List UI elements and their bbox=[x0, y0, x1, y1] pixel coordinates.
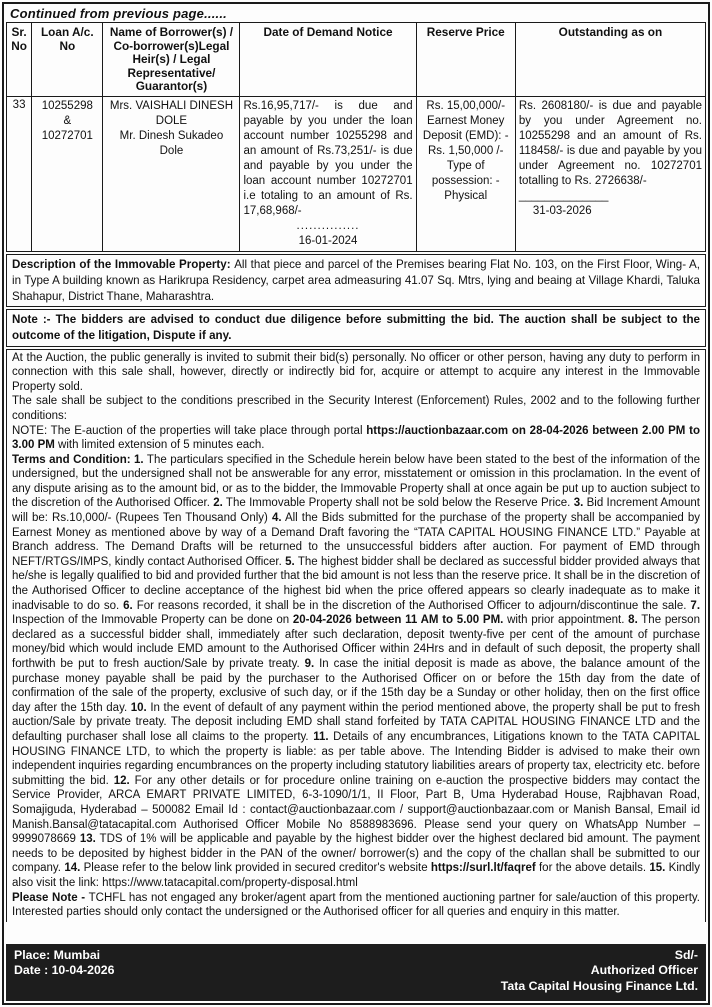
property-description-paragraph bbox=[6, 254, 706, 307]
column-header-sr-no: Sr. No bbox=[7, 23, 32, 97]
sale-conditions-paragraph: The sale shall be subject to the conditions prescribed in the Security Interest (Enforcement) Rules, 2002 and to the following further conditions: bbox=[12, 395, 700, 422]
text-segment: Inspection of the Immovable Property can be done on bbox=[12, 614, 293, 627]
table-row bbox=[7, 96, 706, 251]
column-header-reserve-price: Reserve Price bbox=[416, 23, 515, 97]
continued-from-header: Continued from previous page...... bbox=[10, 6, 227, 21]
text-segment: NOTE: The E-auction of the properties will take place through portal bbox=[12, 424, 367, 437]
text-segment: https://surl.lt/faqref bbox=[430, 862, 536, 875]
text-segment: 12. bbox=[113, 774, 130, 787]
signature-officer: Authorized Officer bbox=[590, 963, 698, 978]
signature-sd: Sd/- bbox=[674, 947, 698, 962]
text-line: 10272701 bbox=[41, 129, 93, 142]
footer-bar bbox=[6, 944, 706, 1001]
text-segment: Kindly also visit the link: https://www.tatacapital.com/property-disposal.html bbox=[12, 862, 700, 889]
text-segment: TDS of 1% will be applicable and payable by the highest bidder over the highest declared bid amount. The payment needs to be deposited by highest bidder in the PAN of the owner/ borrower(s) and the copy of the challan shall be submitted to our company. bbox=[12, 833, 701, 875]
loan-ac-cell bbox=[32, 96, 103, 251]
text-segment: The particulars specified in the Schedule herein below have been stated to the best of the information of the undersigned, but the undersigned shall not be answerable for any error, misstatement or omission in this proclamation. In the event of any dispute arising as to the amount bid, or as to the bidder, the Immovable Property shall at once again be put up to auction subject to the discretion of the Authorised Officer. bbox=[12, 453, 700, 510]
text-segment: In case the initial deposit is made as above, the balance amount of the purchase money payable shall be paid by the purchaser to the Authorised Officer on or before the 15th day from the date of confirmation of the sale of the property, exclusive of such day, or if the 15th day be a Sunday or other holiday, then on the first office day after the 15th day. bbox=[12, 658, 700, 714]
text-line: Mrs. VAISHALI DINESH DOLE bbox=[109, 99, 234, 127]
text-segment: For any other details or for procedure online training on e-auction the prospective bidders may contact the Service Provider, ARCA EMART PRIVATE LIMITED, 6-3-1090/1/1, II Floor, Part B, Uma Hyderabad House, Rajbhavan Road, Somajiguda, Hyderabad – 500082 Email Id : contact@auctionbazaar.com / support@auctionbazaar.com or Manish Bansal, Email id Manish.Bansal@tatacapital.com Authorised Officer Mobile No 8588983696. Please send your query on WhatsApp Number – 9999078669 bbox=[12, 774, 700, 846]
table-header-row bbox=[7, 23, 706, 97]
footer-place-date bbox=[14, 948, 114, 995]
text-segment: 3. bbox=[573, 497, 584, 510]
signature-company: Tata Capital Housing Finance Ltd. bbox=[500, 979, 698, 994]
text-segment: All the Bids submitted for the purchase of the property shall be accompanied by Earnest Money as mentioned above by way of a Demand Draft favoring the “TATA CAPITAL HOUSING FINANCE LTD.” Payable at Branch address. The Demand Drafts will be returned to the unsuccessful bidders after auction. For payment of EMD through NEFT/RTGS/IMPS, kindly contact Authorised Officer. bbox=[12, 512, 700, 568]
outstanding-text: Rs. 2608180/- is due and payable by you under Agreement no. 10255298 and an amount of Rs. 118458/- is due and payable by you under Agreement no. 10272701 totalling to Rs. 2726638/- bbox=[518, 99, 702, 187]
borrower-names bbox=[106, 99, 236, 159]
loan-ac-numbers bbox=[35, 99, 99, 144]
outstanding-cell bbox=[515, 96, 705, 251]
text-segment: The Immovable Property shall not be sold below the Reserve Price. bbox=[222, 497, 574, 510]
footer-date: Date : 10-04-2026 bbox=[14, 963, 115, 978]
text-segment: The person declared as a successful bidder shall, immediately after such declaration, deposit twenty-five per cent of the amount of purchase money/bid which would include EMD amount to the Authorised Officer within 24Hrs and in default of such deposit, the property shall forthwith be put to fresh auction/Sale by private treaty. bbox=[12, 614, 700, 671]
footer-place: Place: Mumbai bbox=[14, 947, 101, 962]
signature-block bbox=[501, 948, 698, 995]
text-segment: 10. bbox=[130, 701, 147, 714]
column-header-demand-notice: Date of Demand Notice bbox=[240, 23, 416, 97]
demand-notice-date: 16-01-2024 bbox=[298, 234, 358, 247]
borrower-name-cell bbox=[103, 96, 240, 251]
text-segment: 7. bbox=[690, 599, 701, 612]
terms-and-conditions-paragraph bbox=[12, 453, 700, 891]
text-segment: 20-04-2026 between 11 AM to 5.00 PM. bbox=[292, 614, 504, 627]
text-segment: 14. bbox=[64, 862, 81, 875]
text-segment: For reasons recorded, it shall be in the discretion of the Authorised Officer to adjourn/discontinue the sale. bbox=[132, 599, 691, 612]
demand-notice-text: Rs.16,95,717/- is due and payable by you under the loan account number 10255298 and an amount of Rs.73,251/- is due and payable by you under the loan account number 10272701 i.e totaling to an amount of Rs. 17,68,968/- bbox=[243, 99, 413, 217]
text-segment: 5. bbox=[285, 555, 295, 568]
outstanding-rule: ______________ bbox=[518, 189, 609, 202]
text-line: Deposit (EMD): - bbox=[422, 129, 509, 142]
text-segment: 8. bbox=[628, 614, 638, 627]
text-segment: Description of the Immovable Property: bbox=[12, 257, 235, 271]
text-line: Type of bbox=[446, 159, 485, 172]
text-segment: 2. bbox=[213, 497, 223, 510]
conditions-body bbox=[6, 349, 706, 922]
text-segment: for the above details. bbox=[535, 862, 650, 875]
reserve-price-lines bbox=[420, 99, 512, 204]
text-segment: In the event of default of any payment within the period mentioned above, the property shall be put to fresh auction/Sale by private treaty. The deposit including EMD shall stand forfeited by TATA CAPITAL HOUSING FINANCE LTD and the defaulting purchaser shall lose all claims to the property. bbox=[12, 701, 700, 743]
column-header-borrower-name: Name of Borrower(s) / Co-borrower(s)Legal Heir(s) / Legal Representative/ Guarantor(s) bbox=[103, 23, 240, 97]
text-segment: The highest bidder shall be declared as successful bidder provided always that he/she is legally qualified to bid and provided further that the bid amount is not less than the reserve price. It shall be in the discretion of the Authorised Officer to decline acceptance of the highest bid when the price offered appears so clearly inadequate as to make it inadvisable to do so. bbox=[12, 555, 700, 612]
text-segment: Bid Increment Amount will be: Rs.10,000/- (Rupees Ten Thousand Only) bbox=[12, 497, 700, 525]
text-line: Rs. 15,00,000/- bbox=[426, 99, 506, 112]
text-segment: Details of any encumbrances, Litigations known to the TATA CAPITAL HOUSING FINANCE LTD, to which the property is liable: as per table above. The Intending Bidder is advised to make their own independent inquiries regarding encumbrances on the property including statutory liabilities arears of property tax, electricity etc. before submitting the bid. bbox=[12, 730, 700, 787]
notice-document bbox=[2, 2, 710, 1005]
please-note-paragraph bbox=[12, 891, 700, 920]
text-segment: https://auctionbazaar.com on 28-04-2026 between 2.00 PM to 3.00 PM bbox=[12, 424, 700, 452]
text-line: Rs. 1,50,000 /- bbox=[428, 144, 504, 157]
text-segment: 15. bbox=[649, 862, 666, 875]
text-segment: TCHFL has not engaged any broker/agent apart from the mentioned auctioning partner for sale/auction of this property. Interested parties should only contact the undersigned or the Authorised officer for all queries and enquiry in this matter. bbox=[12, 891, 700, 919]
text-segment: with prior appointment. bbox=[503, 614, 629, 627]
text-segment: 6. bbox=[123, 599, 133, 612]
demand-notice-cell bbox=[240, 96, 416, 251]
reserve-price-cell bbox=[416, 96, 515, 251]
text-line: possession: - bbox=[431, 174, 500, 187]
demand-dots: ............... bbox=[296, 219, 360, 232]
auction-conduct-paragraph: At the Auction, the public generally is invited to submit their bid(s) personally. No officer or other person, having any duty to perform in connection with this sale shall, however, directly or indirectly bid for, acquire or attempt to acquire any interest in the Immovable Property sold. bbox=[12, 351, 700, 393]
text-line: Earnest Money bbox=[427, 114, 505, 127]
eauction-portal-paragraph bbox=[12, 424, 700, 453]
text-line: & bbox=[63, 114, 72, 127]
auction-table bbox=[6, 22, 706, 252]
text-line: 10255298 bbox=[41, 99, 93, 112]
text-segment: Please Note - bbox=[12, 891, 89, 904]
text-segment: 11. bbox=[313, 730, 329, 743]
note-paragraph: Note :- The bidders are advised to conduct due diligence before submitting the bid. The auction shall be subject to the outcome of the litigation, Dispute if any. bbox=[6, 309, 706, 346]
text-segment: 4. bbox=[271, 512, 282, 525]
text-segment: 9. bbox=[304, 658, 315, 671]
text-line: Physical bbox=[444, 189, 488, 202]
column-header-outstanding: Outstanding as on bbox=[515, 23, 705, 97]
text-segment: All that piece and parcel of the Premises bearing Flat No. 103, on the First Floor, Wing- A, in Type A building known as Harikrupa Residency, carpet area admeasuring 41.07 Sq. Mtrs, lying and beaing at Village Khardi, Taluka Shahapur, District Thane, Maharashtra. bbox=[12, 257, 700, 303]
text-segment: Please refer to the below link provided in secured creditor's website bbox=[80, 862, 431, 875]
text-segment: 13. bbox=[79, 833, 96, 846]
outstanding-date: 31-03-2026 bbox=[532, 204, 592, 217]
text-line: Mr. Dinesh Sukadeo Dole bbox=[119, 129, 224, 157]
column-header-loan-ac: Loan A/c. No bbox=[32, 23, 103, 97]
sr-no-cell: 33 bbox=[7, 96, 32, 251]
text-segment: Terms and Condition: 1. bbox=[12, 453, 144, 466]
text-segment: with limited extension of 5 minutes each. bbox=[54, 439, 265, 452]
